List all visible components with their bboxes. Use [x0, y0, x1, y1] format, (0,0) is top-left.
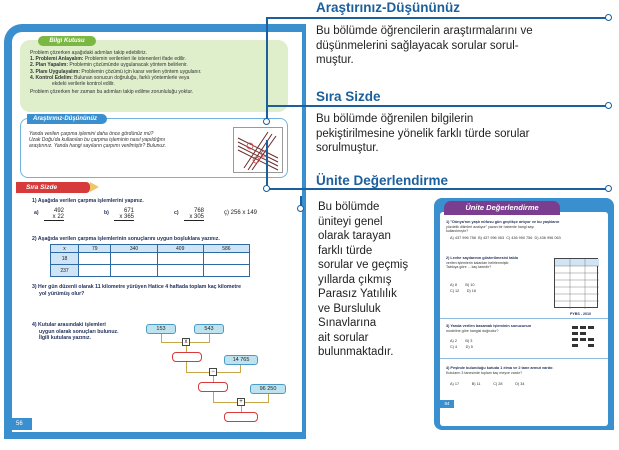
flow-box-b: 543	[194, 324, 224, 334]
mini-options-3: A) 2 B) 3 C) 4 D) 5	[450, 339, 473, 349]
table-cell	[203, 265, 249, 277]
flow-box-c: 14 765	[224, 355, 258, 365]
table-cell	[111, 265, 157, 277]
table-row-header: 18	[51, 253, 79, 265]
mini-options-2: A) 8 B) 10 C) 12 D) 16	[450, 283, 476, 293]
flow-answer-box[interactable]	[224, 412, 258, 422]
mult-c: 768 x 305	[184, 208, 204, 221]
mult-b: 671 x 365	[114, 208, 134, 221]
mult-letter: c)	[174, 210, 179, 216]
callout-practice-body: Bu bölümde öğrenilen bilgilerin pekiştirilmesine yönelik farklı türde sorular sorulmuştur.	[316, 113, 530, 154]
info-intro: Problem çözerken aşağıdaki adımları takip edebiliriz.	[30, 50, 147, 56]
operator-minus: −	[209, 368, 217, 376]
mult-letter: b)	[104, 210, 109, 216]
table-cell	[79, 265, 111, 277]
mult-letter: a)	[34, 210, 39, 216]
callout-unit-body: Bu bölümde üniteyi genel olarak tarayan farklı türde sorular ve geçmiş yıllarda çıkmış Parasız Yatılılık ve Bursluluk Sınavlarına ait sorular bulunmaktadır.	[318, 201, 409, 358]
table-header: 586	[203, 245, 249, 253]
callout-unit-title: Ünite Değerlendirme	[316, 173, 449, 188]
callout-dot	[605, 185, 612, 192]
table-header: 340	[111, 245, 157, 253]
info-outro: Problem çözerken her zaman bu adımları takip edilme zorunluluğu yoktur.	[30, 89, 194, 96]
info-step: 2. Plan Yapalım: Problemin çözümünde uygulanacak yöntem belirlenir.	[30, 62, 188, 69]
callout-dot	[297, 205, 304, 212]
mini-question-4: 4) Peşinde bulunduğu kutuda 1 elma ve 2 tane armut vardır. Kutuların 3 tanesinde toplam kaç meyve vardır?	[446, 366, 554, 375]
research-label: Araştırınız-Düşününüz	[27, 114, 107, 124]
table-header: 409	[157, 245, 203, 253]
callout-dot	[605, 14, 612, 21]
multiplication-table	[50, 244, 250, 277]
table-header: 79	[79, 245, 111, 253]
mult-d: ç) 256 x 149	[224, 210, 258, 216]
unit-eval-page	[440, 212, 608, 426]
question-3: 3) Her gün düzenli olarak 11 kilometre yürüyen Hatice 4 haftada toplam kaç kilometre yol yürümüş olur?	[32, 284, 242, 297]
table-row	[51, 265, 250, 277]
info-box	[20, 40, 288, 112]
table-cell	[157, 253, 203, 265]
pencil-tip-icon	[90, 182, 99, 192]
info-step: ekdeki verilerle kontrol edilir.	[52, 81, 115, 88]
mini-abacus-image	[572, 326, 600, 348]
operator-plus: +	[237, 398, 245, 406]
flow-box-a: 153	[146, 324, 176, 334]
callout-connector	[266, 140, 268, 188]
callout-research-body: Bu bölümde öğrencilerin araştırmalarını ve düşünmelerini sağlayacak sorular sorul- muştur.	[316, 25, 533, 66]
mini-question-3: 3) Yanda verilen basamak işleminin sonucunun modeline göre hangisi doğrudur?	[446, 324, 532, 333]
table-row	[51, 253, 250, 265]
table-cell	[79, 253, 111, 265]
callout-practice-title: Sıra Sizde	[316, 89, 381, 104]
table-cell	[203, 253, 249, 265]
mini-question-1: 1) "Dünya'nın yaşlı nüfusu gün geçtikçe artıyor ve bu yaşlıların yüzdelik dilimleri azalıyor" yazan bir haberde hangi sayı kullanılmıştır?	[446, 220, 560, 233]
practice-label: Sıra Sizde	[16, 182, 90, 193]
flow-answer-box[interactable]	[172, 352, 202, 362]
unit-eval-title: Ünite Değerlendirme	[444, 201, 560, 215]
callout-research-title: Araştırınız-Düşününüz	[316, 0, 460, 15]
research-box	[20, 118, 288, 178]
question-1: 1) Aşağıda verilen çarpma işlemlerini yapınız.	[32, 198, 144, 204]
callout-line	[266, 105, 610, 107]
mini-question-2: 2) Levhe sayılarının gösterilmesini tablo verilen işlemlerin kalanları belirlenmiştir. Tabloya göre ... kaç tanedir?	[446, 256, 519, 269]
info-box-title: Bilgi Kutusu	[38, 36, 96, 46]
mult-a: 492 x 22	[44, 208, 64, 221]
info-box-lines	[30, 50, 280, 95]
flow-answer-box[interactable]	[198, 382, 228, 392]
mini-page-number: 84	[440, 400, 454, 408]
mini-table	[554, 258, 598, 308]
mini-options-1: A) 437 996 756 B) 437 996 063 C) 436 990 756 D) 436 996 063	[450, 236, 561, 240]
line-multiplication-image	[233, 127, 283, 173]
info-step: 4. Kontrol Edelim: Bulunan sonucun doğruluğu, farklı yöntemlerle veya	[30, 74, 190, 81]
flow-box-d: 96 250	[250, 384, 286, 394]
page-number: 56	[12, 418, 32, 430]
callout-dot	[263, 185, 270, 192]
info-step: 3. Planı Uygulayalım: Problemin çözümü için karar verilen yöntem uygulanır.	[30, 68, 202, 75]
question-2: 2) Aşağıda verilen çarpma işlemlerinin sonuçlarını uygun boşluklara yazınız.	[32, 236, 220, 242]
callout-dot	[605, 102, 612, 109]
info-step: 1. Problemi Anlayalım: Problemin verilenleri ile istenenleri ifade edilir.	[30, 56, 187, 63]
question-4: 4) Kutular arasındaki işlemleri uygun olarak sonuçları bulunuz. İlgili kutulara yazınız.	[32, 322, 119, 341]
table-cell	[157, 265, 203, 277]
callout-dot	[263, 118, 270, 125]
table-corner: x	[51, 245, 79, 253]
callout-line	[266, 17, 610, 19]
mini-options-4: A) 17 B) 11 C) 28 D) 34	[450, 382, 525, 386]
textbook-page	[12, 32, 302, 432]
callout-line	[266, 188, 610, 190]
table-cell	[111, 253, 157, 265]
table-row-header: 237	[51, 265, 79, 277]
operator-multiply: x	[182, 338, 190, 346]
mini-tag: PYBS - 2010	[570, 312, 591, 316]
multiplication-row	[34, 208, 284, 236]
research-text: Yanda verilen çarpma işlemini daha önce gördünüz mü? Uzak Doğu'da kullanılan bu çarpma işleminin nasıl yapıldığını araştırınız. Yanda hangi sayıların çarpımı verilmiştir? Bulunuz.	[29, 131, 167, 150]
